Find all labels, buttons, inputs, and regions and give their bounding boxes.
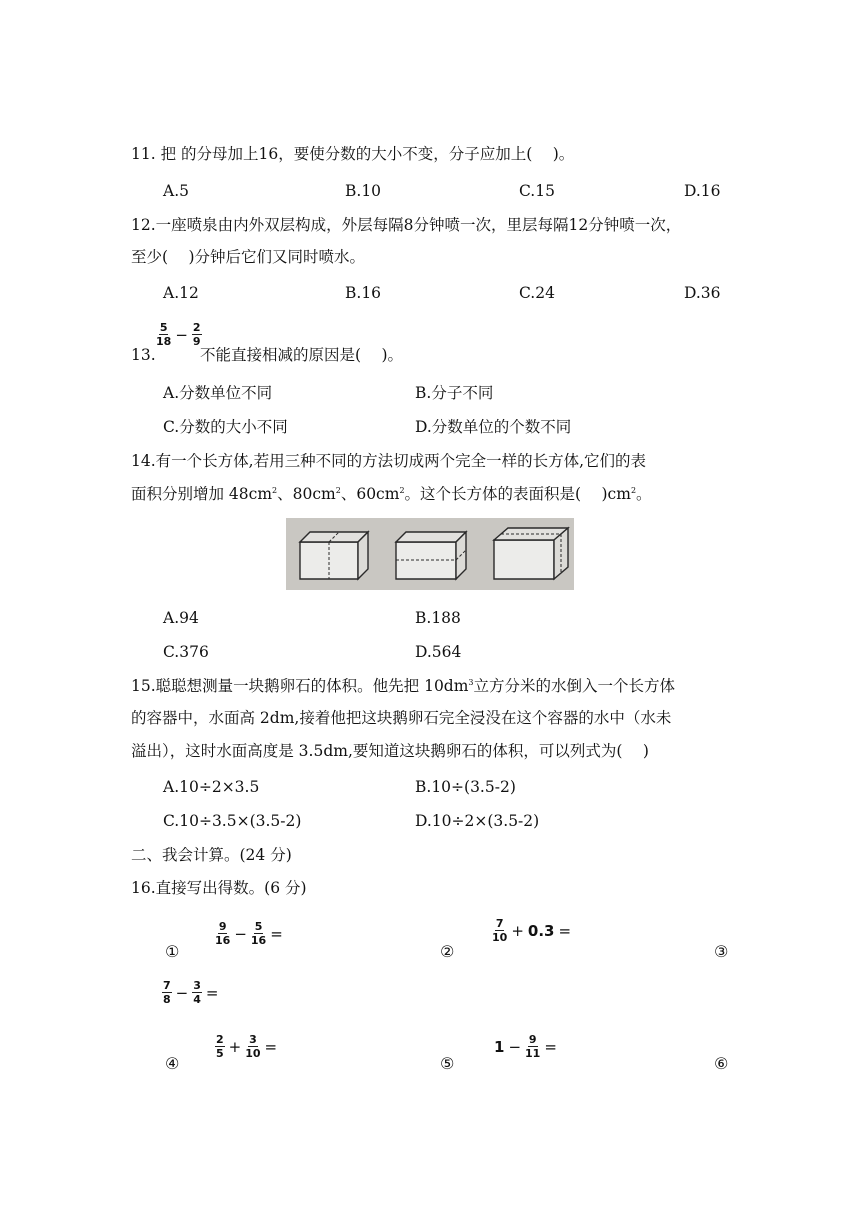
q11-option-a[interactable]: A.5 xyxy=(163,182,189,200)
marker-4: ④ xyxy=(165,1054,180,1073)
marker-2: ② xyxy=(440,942,455,961)
q13-prefix: 13. xyxy=(131,346,156,364)
q12-option-d[interactable]: D.36 xyxy=(684,284,721,302)
marker-1: ① xyxy=(165,942,180,961)
marker-6: ⑥ xyxy=(714,1054,729,1073)
q12-option-c[interactable]: C.24 xyxy=(519,284,555,302)
q14-option-a[interactable]: A.94 xyxy=(163,609,199,627)
q13-fraction-1: $\frac{5}{18}$ xyxy=(156,321,172,348)
q11-option-b[interactable]: B.10 xyxy=(345,182,382,200)
marker-3: ③ xyxy=(714,942,729,961)
q11-text: 11. 把 的分母加上16，要使分数的大小不变，分子应加上( )。 xyxy=(131,145,575,163)
q15-option-b[interactable]: B.10÷(3.5-2) xyxy=(415,778,516,796)
q13-expression: $\frac{5}{18}$ − $\frac{2}{9}$ xyxy=(156,321,201,348)
q11-option-c[interactable]: C.15 xyxy=(519,182,555,200)
marker-5: ⑤ xyxy=(440,1054,455,1073)
q14-option-b[interactable]: B.188 xyxy=(415,609,461,627)
q13-option-d[interactable]: D.分数单位的个数不同 xyxy=(415,418,572,436)
q15-line1: 15.聪聪想测量一块鹅卵石的体积。他先把 $10dm^3$立方分米的水倒入一个长方体 xyxy=(131,677,676,695)
q15-line3: 溢出），这时水面高度是 3.5dm,要知道这块鹅卵石的体积，可以列式为( ) xyxy=(131,742,649,760)
expr-1: $\frac{9}{16}$ − $\frac{5}{16}$ = xyxy=(215,920,283,947)
q15-line2: 的容器中，水面高 2dm,接着他把这块鹅卵石完全浸没在这个容器的水中（水未 xyxy=(131,709,672,727)
q15-option-d[interactable]: D.10÷2×(3.5-2) xyxy=(415,812,540,830)
q14-option-c[interactable]: C.376 xyxy=(163,643,209,661)
q12-line2: 至少( )分钟后它们又同时喷水。 xyxy=(131,248,366,266)
expr-3: $\frac{7}{8}$ − $\frac{3}{4}$ = xyxy=(163,979,219,1006)
q12-option-a[interactable]: A.12 xyxy=(163,284,199,302)
q11-option-d[interactable]: D.16 xyxy=(684,182,721,200)
expr-4: $\frac{2}{5}$ + $\frac{3}{10}$ = xyxy=(216,1033,278,1060)
cuboid-cuts-figure xyxy=(286,518,574,590)
q15-option-c[interactable]: C.10÷3.5×(3.5-2) xyxy=(163,812,302,830)
q13-option-b[interactable]: B.分子不同 xyxy=(415,384,494,402)
q14-line1: 14.有一个长方体,若用三种不同的方法切成两个完全一样的长方体,它们的表 xyxy=(131,452,647,470)
q13-option-a[interactable]: A.分数单位不同 xyxy=(163,384,273,402)
q13-fraction-2: $\frac{2}{9}$ xyxy=(192,321,201,348)
q13-text: 不能直接相减的原因是( )。 xyxy=(200,346,404,364)
section-2-heading: 二、我会计算。(24 分) xyxy=(131,846,292,864)
q12-line1: 12.一座喷泉由内外双层构成，外层每隔8分钟喷一次，里层每隔12分钟喷一次， xyxy=(131,216,682,234)
q14-option-d[interactable]: D.564 xyxy=(415,643,462,661)
cuboid-cuts-image xyxy=(286,518,574,590)
expr-2: $\frac{7}{10}$ + 0.3 = xyxy=(492,917,572,944)
expr-5: 1 − $\frac{9}{11}$ = xyxy=(494,1033,557,1060)
q12-option-b[interactable]: B.16 xyxy=(345,284,382,302)
q15-option-a[interactable]: A.10÷2×3.5 xyxy=(163,778,260,796)
q14-line2: 面积分别增加 $48cm^2$、$80cm^2$、$60cm^2$。这个长方体的表面积是( )$cm^2$。 xyxy=(131,485,652,503)
q13-option-c[interactable]: C.分数的大小不同 xyxy=(163,418,288,436)
q16-title: 16.直接写出得数。(6 分) xyxy=(131,879,307,897)
